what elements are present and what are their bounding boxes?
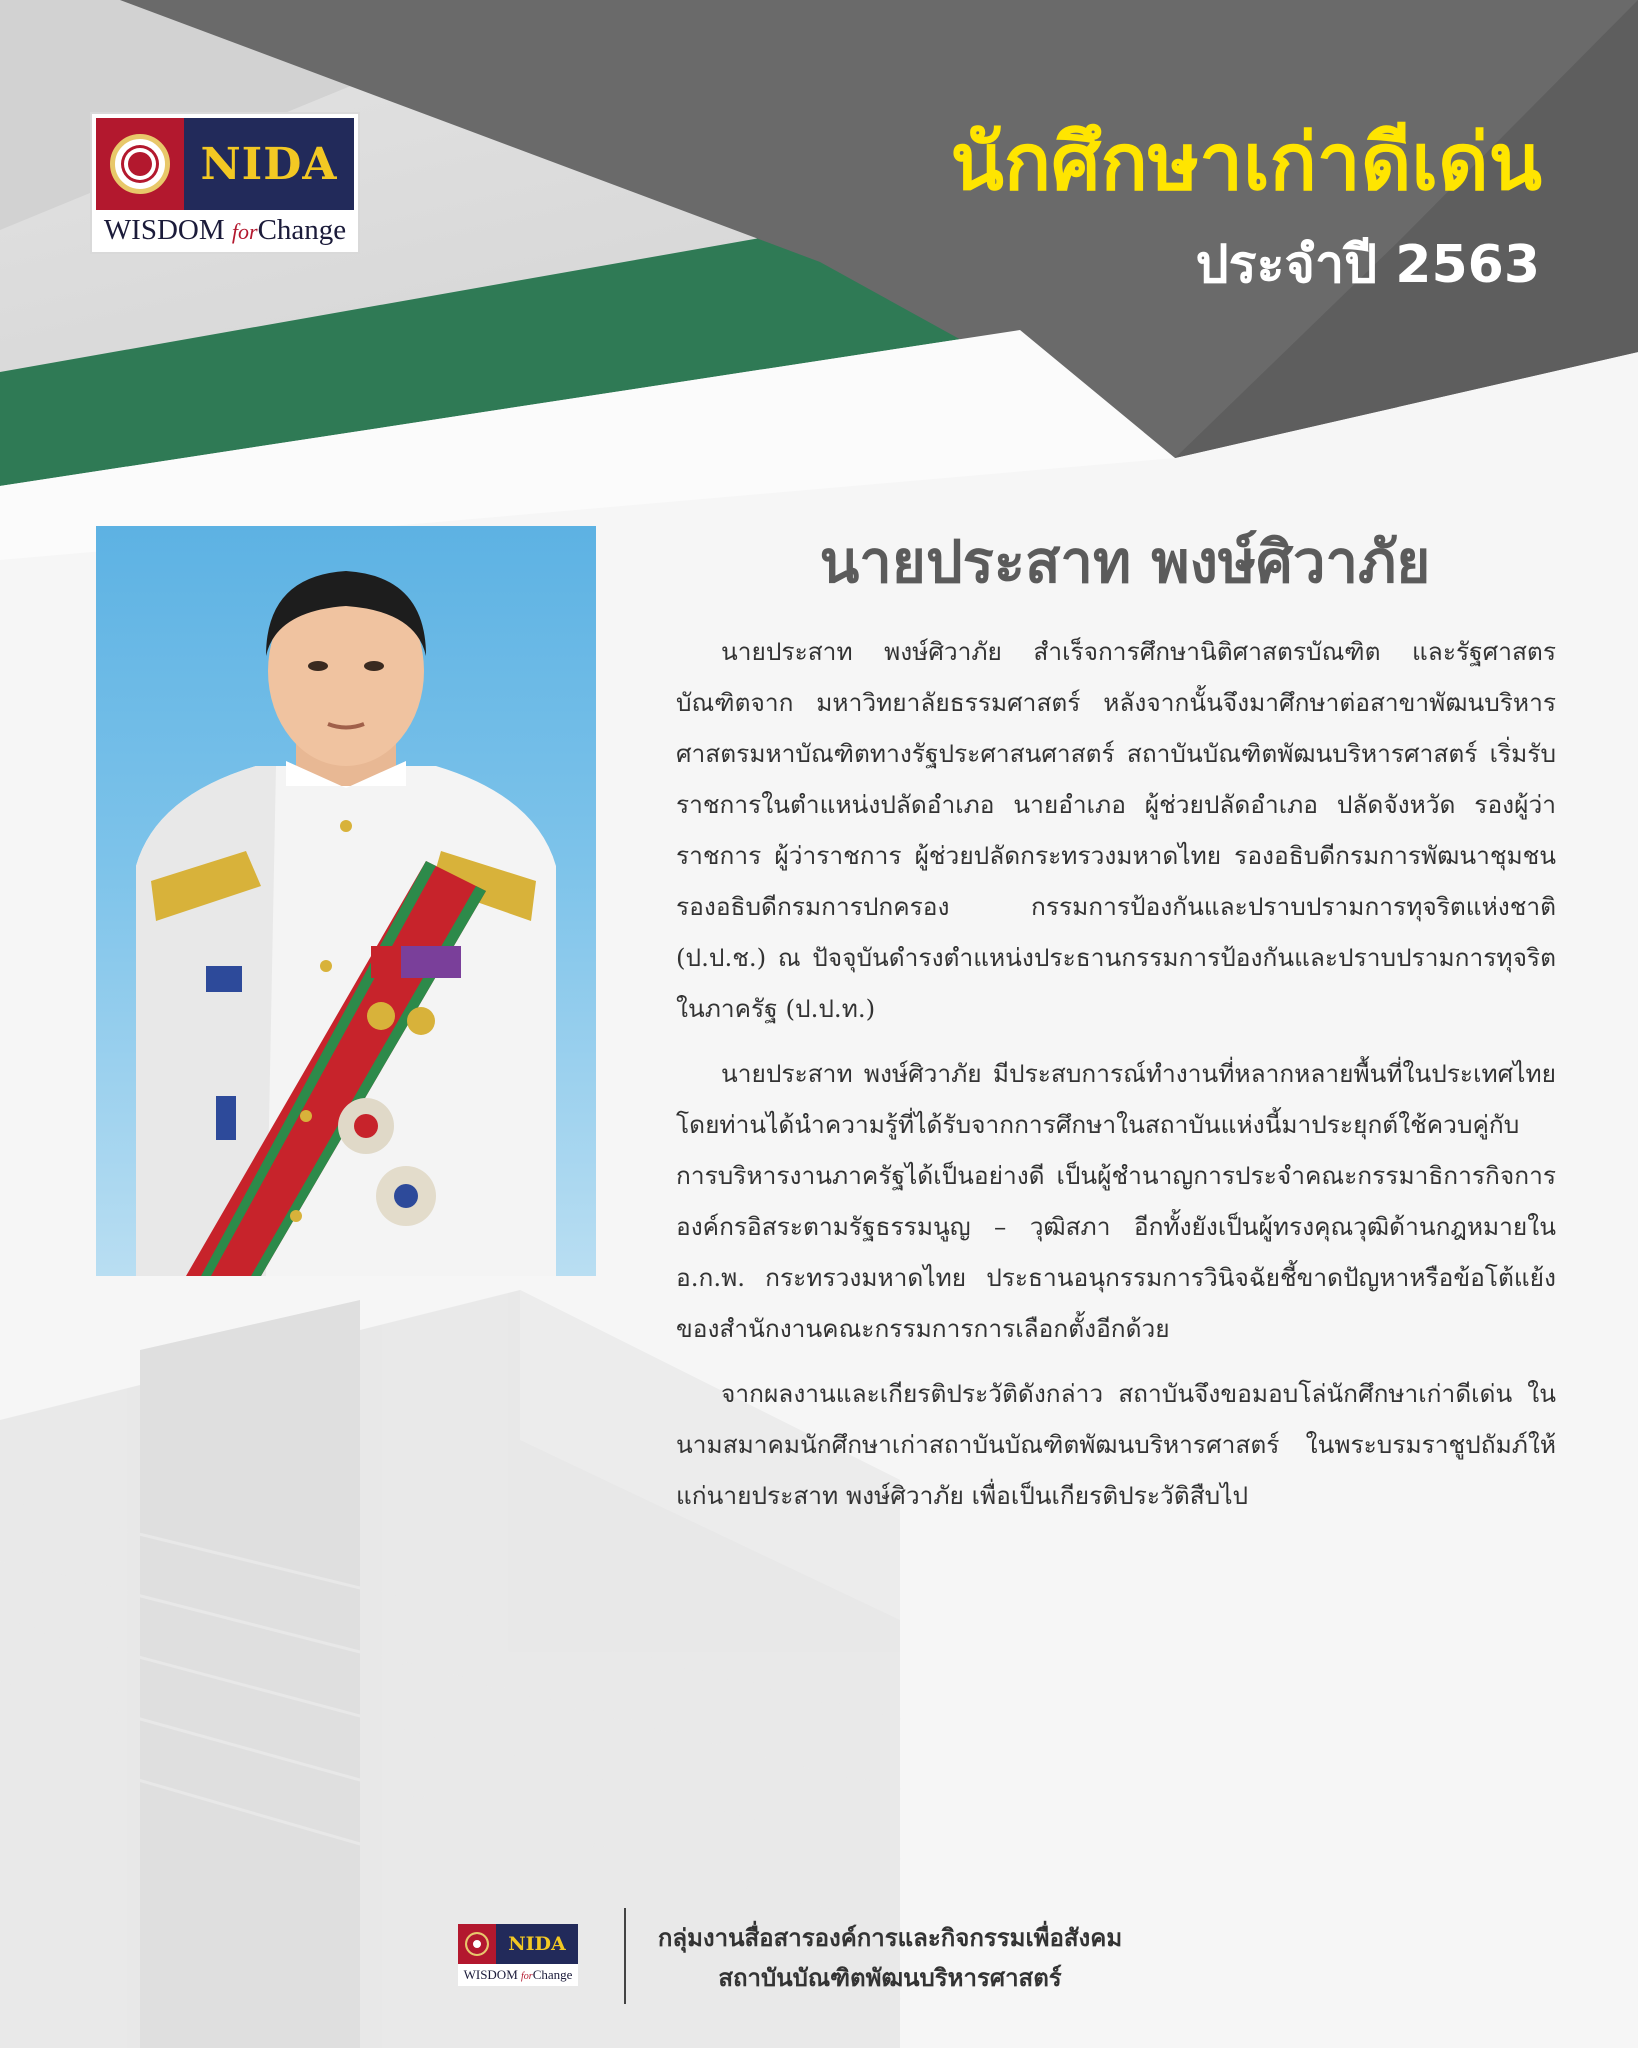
bio-paragraph-3: จากผลงานและเกียรติประวัติดังกล่าว สถาบันจึงขอมอบโล่นักศึกษาเก่าดีเด่น ในนามสมาคมนักศึกษาเก่าสถาบันบัณฑิตพัฒนบริหารศาสตร์ ในพระบรมราชูปถัมภ์ให้แก่นายประสาท พงษ์ศิวาภัย เพื่อเป็นเกียรติประวัติสืบไป	[676, 1379, 1556, 1510]
footer-seal-icon	[458, 1924, 496, 1964]
nida-seal-icon	[96, 118, 184, 210]
page-title: นักศึกษาเก่าดีเด่น	[950, 118, 1542, 208]
footer-divider	[624, 1908, 626, 2004]
footer-logo-tagline: WISDOM forChange	[463, 1967, 573, 1982]
logo-tagline: WISDOM forChange	[103, 214, 347, 246]
portrait-photo	[96, 526, 596, 1276]
footer-organization	[650, 1918, 1130, 1998]
biography-text	[676, 626, 1556, 1535]
nida-logo	[90, 112, 360, 254]
footer-nida-logo	[458, 1924, 578, 1986]
footer-line-2: สถาบันบัณฑิตพัฒนบริหารศาสตร์	[718, 1964, 1062, 1992]
page-subtitle: ประจำปี 2563	[1195, 235, 1540, 295]
bio-paragraph-1: นายประสาท พงษ์ศิวาภัย สำเร็จการศึกษานิติศาสตรบัณฑิต และรัฐศาสตรบัณฑิตจาก มหาวิทยาลัยธรรมศาสตร์ หลังจากนั้นจึงมาศึกษาต่อสาขาพัฒนบริหารศาสตรมหาบัณฑิตทางรัฐประศาสนศาสตร์ สถาบันบัณฑิตพัฒนบริหารศาสตร์ เริ่มรับราชการในตำแหน่งปลัดอำเภอ นายอำเภอ ผู้ช่วยปลัดอำเภอ ปลัดจังหวัด รองผู้ว่าราชการ ผู้ว่าราชการ ผู้ช่วยปลัดกระทรวงมหาดไทย รองอธิบดีกรมการพัฒนาชุมชน รองอธิบดีกรมการปกครอง กรรมการป้องกันและปราบปรามการทุจริตแห่งชาติ (ป.ป.ช.) ณ ปัจจุบันดำรงตำแหน่งประธานกรรมการป้องกันและปราบปรามการทุจริตในภาครัฐ (ป.ป.ท.)	[676, 637, 1556, 1023]
portrait-illustration	[96, 526, 596, 1276]
logo-wordmark: NIDA	[184, 118, 354, 210]
person-name: นายประสาท พงษ์ศิวาภัย	[819, 528, 1431, 596]
footer-logo-wordmark: NIDA	[496, 1924, 578, 1964]
bio-paragraph-2: นายประสาท พงษ์ศิวาภัย มีประสบการณ์ทำงานที่หลากหลายพื้นที่ในประเทศไทย โดยท่านได้นำความรู้ที่ได้รับจากการศึกษาในสถาบันแห่งนี้มาประยุกต์ใช้ควบคู่กับการบริหารงานภาครัฐได้เป็นอย่างดี เป็นผู้ชำนาญการประจำคณะกรรมาธิการกิจการองค์กรอิสระตามรัฐธรรมนูญ – วุฒิสภา อีกทั้งยังเป็นผู้ทรงคุณวุฒิด้านกฎหมายใน อ.ก.พ. กระทรวงมหาดไทย ประธานอนุกรรมการวินิจฉัยชี้ขาดปัญหาหรือข้อโต้แย้ง ของสำนักงานคณะกรรมการการเลือกตั้งอีกด้วย	[676, 1059, 1556, 1343]
footer-line-1: กลุ่มงานสื่อสารองค์การและกิจกรรมเพื่อสังคม	[657, 1924, 1123, 1952]
